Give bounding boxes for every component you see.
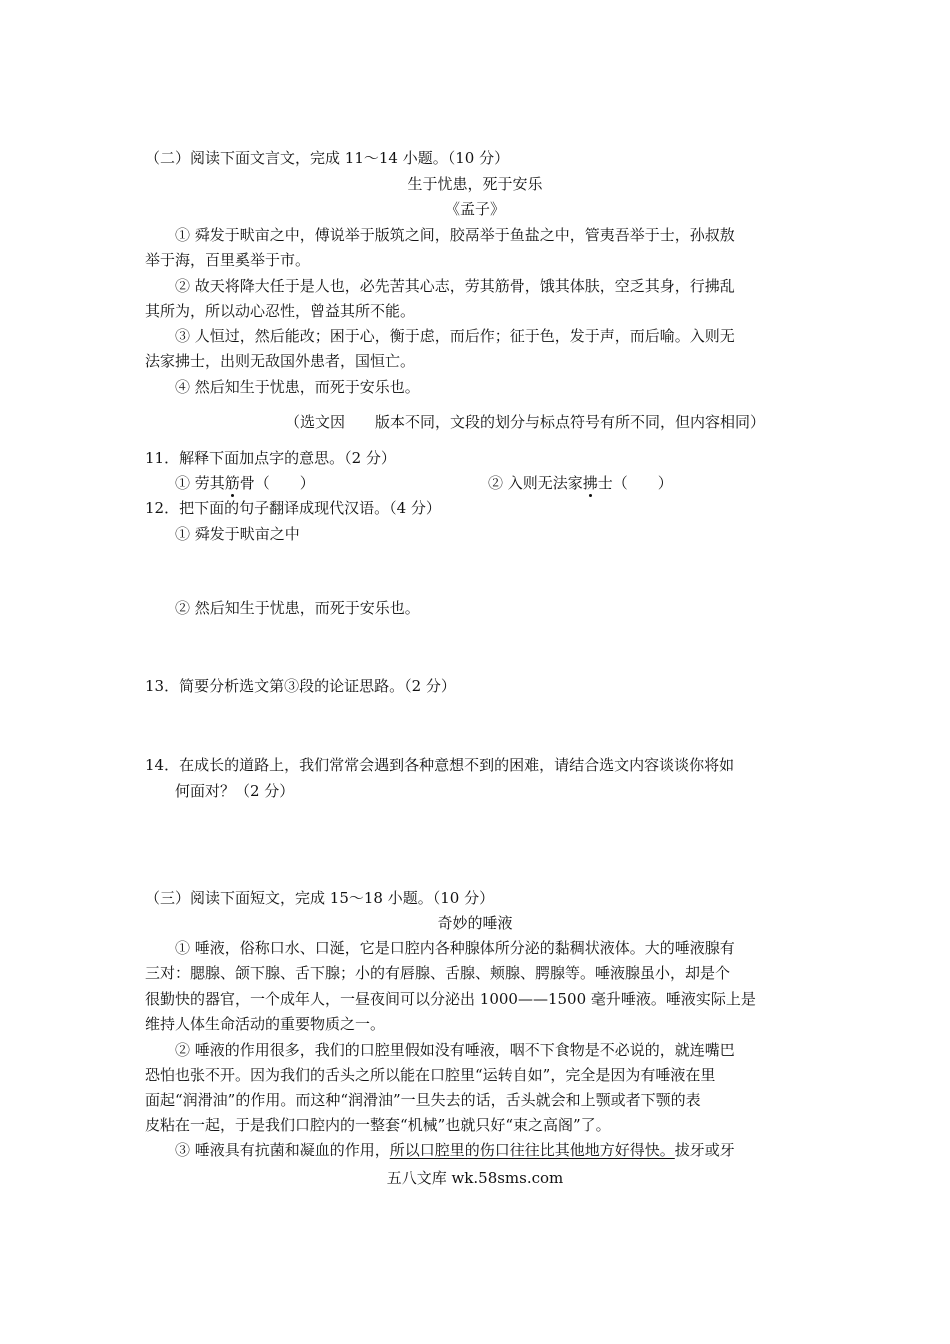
essay-para-1-line-4: 维持人体生命活动的重要物质之一。 xyxy=(145,1015,386,1033)
section2-author: 《孟子》 xyxy=(444,200,505,218)
classical-para-4: ④ 然后知生于忧患，而死于安乐也。 xyxy=(175,378,420,396)
classical-para-2-line-1: ② 故天将降大任于是人也，必先苦其心志，劳其筋骨，饿其体肤，空乏其身，行拂乱 xyxy=(175,277,735,295)
essay-para-1-line-2: 三对：腮腺、颌下腺、舌下腺；小的有唇腺、舌腺、颊腺、腭腺等。唾液腺虽小，却是个 xyxy=(145,964,731,982)
underlined-sentence: 所以口腔里的伤口往往比其他地方好得快。 xyxy=(389,1141,675,1159)
selection-note: （选文因 版本不同，文段的划分与标点符号有所不同，但内容相同） xyxy=(285,413,766,431)
essay-para-2-line-4: 皮粘在一起，于是我们口腔内的一整套“机械”也就只好“束之高阁”了。 xyxy=(145,1116,611,1134)
q14-stem-line-2: 何面对？（2 分） xyxy=(175,782,295,800)
q11-item-b: ② 入则无法家拂士（ ） xyxy=(488,474,673,492)
dotted-char: 拂 xyxy=(582,474,598,492)
classical-para-2-line-2: 其所为，所以动心忍性，曾益其所不能。 xyxy=(145,302,416,320)
section2-header: （二）阅读下面文言文，完成 11～14 小题。（10 分） xyxy=(145,149,510,167)
essay-para-1-line-3: 很勤快的器官，一个成年人，一昼夜间可以分泌出 1000——1500 毫升唾液。唾液实际上是 xyxy=(145,990,756,1008)
q13-stem: 13．简要分析选文第③段的论证思路。（2 分） xyxy=(145,677,456,695)
classical-para-1-line-1: ① 舜发于畎亩之中，傅说举于版筑之间，胶鬲举于鱼盐之中，管夷吾举于士，孙叔敖 xyxy=(175,226,735,244)
section3-title: 奇妙的唾液 xyxy=(437,914,513,932)
q11-item-a: ① 劳其筋骨（ ） xyxy=(175,474,315,492)
footer-watermark: 五八文库 wk.58sms.com xyxy=(386,1169,564,1187)
q12-item-b: ② 然后知生于忧患，而死于安乐也。 xyxy=(175,599,420,617)
essay-para-3-line-1: ③ 唾液具有抗菌和凝血的作用，所以口腔里的伤口往往比其他地方好得快。拔牙或牙 xyxy=(175,1141,735,1159)
classical-para-3-line-2: 法家拂士，出则无敌国外患者，国恒亡。 xyxy=(145,352,416,370)
classical-para-1-line-2: 举于海，百里奚举于市。 xyxy=(145,251,311,269)
dotted-char: 筋 xyxy=(224,474,240,492)
q11-stem: 11．解释下面加点字的意思。（2 分） xyxy=(145,449,396,467)
q12-item-a: ① 舜发于畎亩之中 xyxy=(175,525,300,543)
essay-para-2-line-1: ② 唾液的作用很多，我们的口腔里假如没有唾液，咽不下食物是不必说的，就连嘴巴 xyxy=(175,1041,735,1059)
section2-title: 生于忧患，死于安乐 xyxy=(407,175,543,193)
classical-para-3-line-1: ③ 人恒过，然后能改；困于心，衡于虑，而后作；征于色，发于声，而后喻。入则无 xyxy=(175,327,735,345)
essay-para-2-line-2: 恐怕也张不开。因为我们的舌头之所以能在口腔里“运转自如”，完全是因为有唾液在里 xyxy=(145,1066,716,1084)
q12-stem: 12．把下面的句子翻译成现代汉语。（4 分） xyxy=(145,499,441,517)
essay-para-2-line-3: 面起“润滑油”的作用。而这种“润滑油”一旦失去的话，舌头就会和上颚或者下颚的表 xyxy=(145,1091,701,1109)
section3-header: （三）阅读下面短文，完成 15～18 小题。（10 分） xyxy=(145,889,495,907)
q14-stem-line-1: 14．在成长的道路上，我们常常会遇到各种意想不到的困难，请结合选文内容谈谈你将如 xyxy=(145,756,735,774)
essay-para-1-line-1: ① 唾液，俗称口水、口涎，它是口腔内各种腺体所分泌的黏稠状液体。大的唾液腺有 xyxy=(175,939,735,957)
